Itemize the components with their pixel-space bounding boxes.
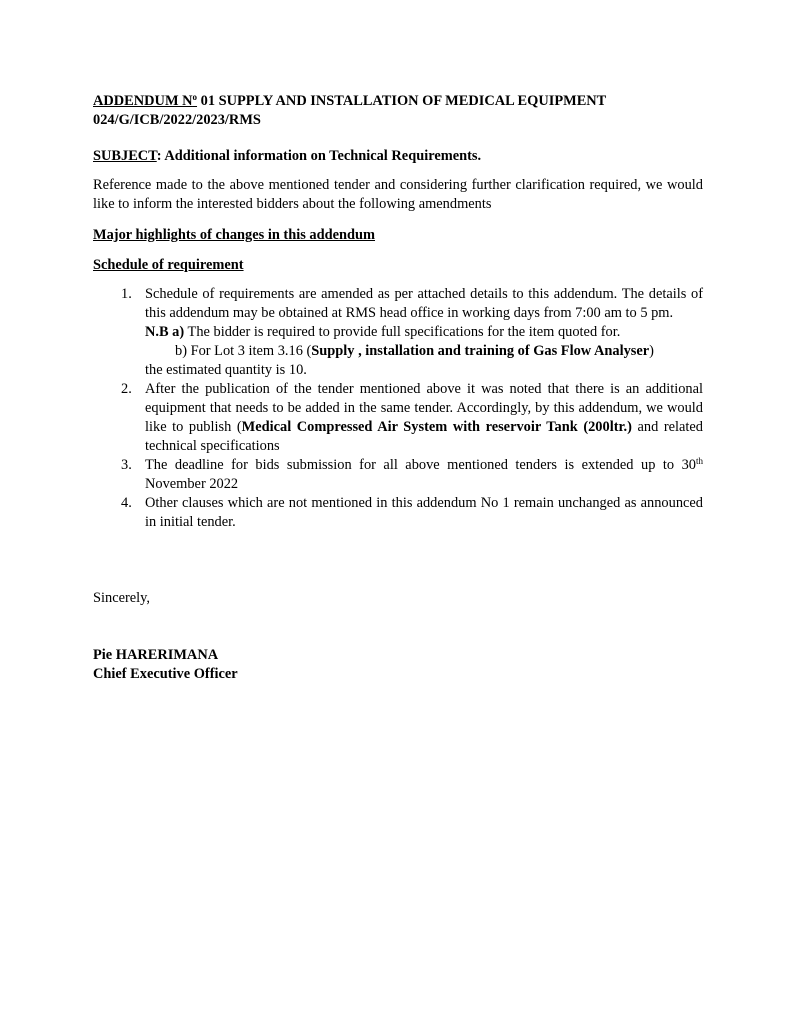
highlights-heading: Major highlights of changes in this addendum bbox=[93, 227, 376, 243]
document-page bbox=[93, 92, 703, 684]
item-2-pre: After the publication of the tender mentioned above it was noted that there is an additional equipment that needs to be added in the same tender. Accordingly, by this addendum, we would like to publish ( bbox=[145, 381, 703, 435]
item-2-bold: Medical Compressed Air System with reservoir Tank (200ltr.) bbox=[241, 419, 632, 435]
tender-reference: 024/G/ICB/2022/2023/RMS bbox=[93, 112, 261, 128]
nb-b-post: ) bbox=[649, 343, 654, 359]
title-prefix: ADDENDUM N bbox=[93, 93, 193, 109]
document-title bbox=[93, 92, 703, 130]
title-rest: 01 SUPPLY AND INSTALLATION OF MEDICAL EQUIPMENT bbox=[197, 93, 607, 109]
signatory-name: Pie HARERIMANA bbox=[93, 647, 219, 663]
intro-paragraph: Reference made to the above mentioned tender and considering further clarification required, we would like to inform the interested bidders about the following amendments bbox=[93, 177, 703, 212]
list-item bbox=[93, 380, 703, 456]
list-item bbox=[93, 285, 703, 380]
schedule-heading: Schedule of requirement bbox=[93, 257, 244, 273]
title-superscript: o bbox=[192, 92, 198, 102]
amendments-list bbox=[93, 285, 703, 532]
closing: Sincerely, bbox=[93, 590, 151, 606]
list-item-number: 1. bbox=[121, 286, 132, 302]
list-item-text: Other clauses which are not mentioned in this addendum No 1 remain unchanged as announced in initial tender. bbox=[145, 495, 703, 530]
list-item-text: Schedule of requirements are amended as per attached details to this addendum. The details of this addendum may be obtained at RMS head office in working days from 7:00 am to 5 pm. bbox=[145, 286, 703, 321]
list-item bbox=[93, 456, 703, 494]
nb-a-text: The bidder is required to provide full specifications for the item quoted for. bbox=[184, 324, 621, 340]
item-3-pre: The deadline for bids submission for all above mentioned tenders is extended up to 30 bbox=[145, 457, 696, 473]
nb-label: N.B a) bbox=[145, 324, 185, 340]
nb-b-bold: Supply , installation and training of Gas Flow Analyser bbox=[311, 343, 650, 359]
subject-text: : Additional information on Technical Requirements. bbox=[156, 148, 482, 164]
list-item-number: 2. bbox=[121, 381, 132, 397]
subject-line bbox=[93, 147, 703, 166]
list-item-text bbox=[145, 380, 703, 456]
item-3-post: November 2022 bbox=[145, 476, 239, 492]
title-underlined bbox=[93, 93, 197, 109]
item-3-superscript: th bbox=[695, 456, 703, 466]
nb-note-b bbox=[145, 342, 703, 361]
signatory-position: Chief Executive Officer bbox=[93, 666, 238, 682]
list-item-number: 4. bbox=[121, 495, 132, 511]
list-item-number: 3. bbox=[121, 457, 132, 473]
item-2-post: and related technical specifications bbox=[145, 419, 703, 454]
list-item bbox=[93, 494, 703, 532]
nb-note-a bbox=[145, 323, 703, 342]
nb-b-pre: b) For Lot 3 item 3.16 ( bbox=[175, 343, 312, 359]
nb-note-b-continuation: the estimated quantity is 10. bbox=[145, 362, 307, 378]
list-item-text bbox=[145, 456, 703, 494]
subject-label: SUBJECT bbox=[93, 148, 157, 164]
